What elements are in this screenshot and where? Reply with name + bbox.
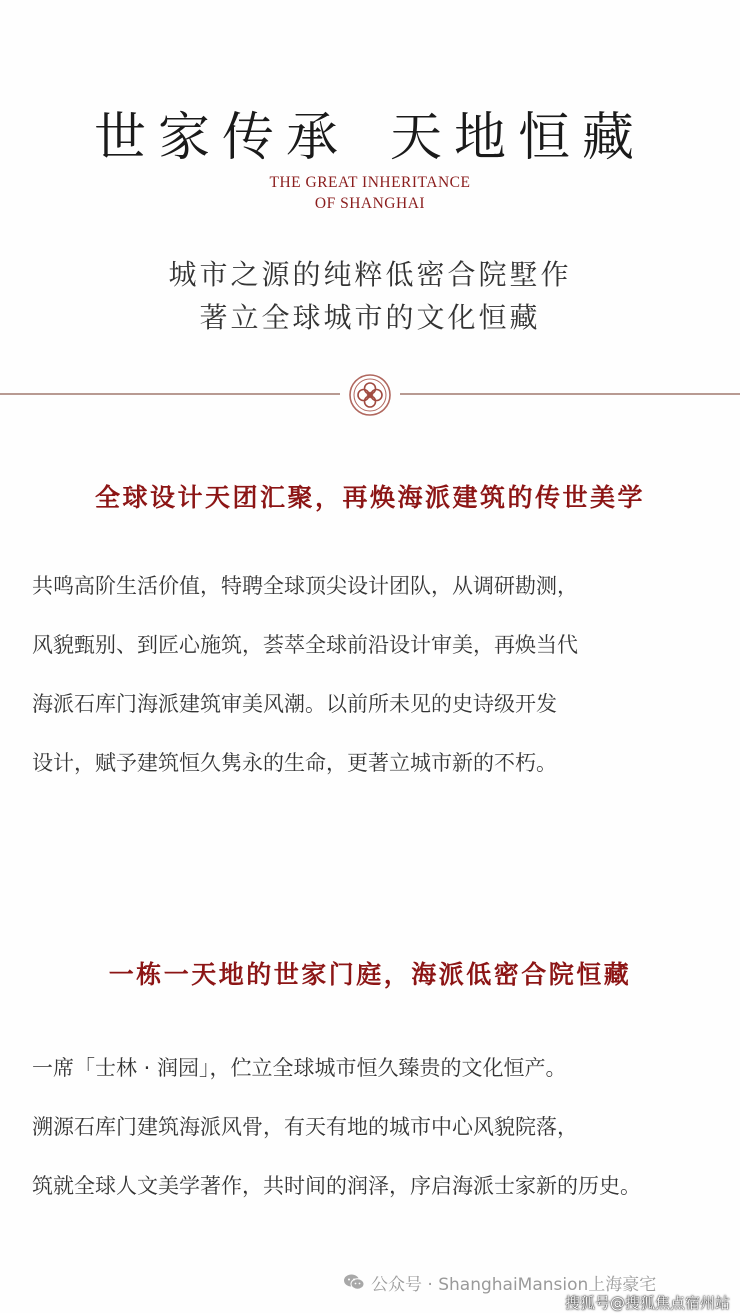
title-right: 天地恒藏 <box>390 108 647 168</box>
wechat-account-credit <box>343 1270 656 1294</box>
emblem-icon <box>348 373 392 417</box>
paragraph-line: 筑就全球人文美学著作，共时间的润泽，序启海派士家新的历史。 <box>32 1174 641 1198</box>
paragraph-line: 风貌甄别、到匠心施筑，荟萃全球前沿设计审美，再焕当代 <box>32 633 578 657</box>
divider-line-left <box>0 393 340 395</box>
paragraph-line: 海派石库门海派建筑审美风潮。以前所未见的史诗级开发 <box>32 692 557 716</box>
paragraph-line: 设计，赋予建筑恒久隽永的生命，更著立城市新的不朽。 <box>32 751 557 775</box>
title-left: 世家传承 <box>93 108 350 168</box>
section1-heading: 全球设计天团汇聚，再焕海派建筑的传世美学 <box>94 483 645 512</box>
paragraph-line: 溯源石库门建筑海派风骨，有天有地的城市中心风貌院落， <box>32 1115 578 1139</box>
paragraph-line: 一席「士林 · 润园」，伫立全球城市恒久臻贵的文化恒产。 <box>32 1056 567 1080</box>
section2-paragraph <box>32 1039 722 1216</box>
page-title <box>0 95 740 170</box>
paragraph-line: 共鸣高阶生活价值，特聘全球顶尖设计团队，从调研勘测， <box>32 574 578 598</box>
english-title-line2: OF SHANGHAI <box>314 195 426 212</box>
subtitle-line2: 著立全球城市的文化恒藏 <box>199 301 541 334</box>
wechat-icon <box>343 1273 365 1291</box>
english-title-line1: THE GREAT INHERITANCE <box>269 174 471 191</box>
wechat-label: 公众号 · ShanghaiMansion上海豪宅 <box>371 1274 657 1295</box>
section2-heading: 一栋一天地的世家门庭，海派低密合院恒藏 <box>108 960 632 989</box>
sohu-watermark: 搜狐号@搜狐焦点宿州站 <box>564 1294 730 1312</box>
subtitle-line1: 城市之源的纯粹低密合院墅作 <box>168 258 572 291</box>
divider-line-right <box>400 393 740 395</box>
section1-paragraph <box>32 557 722 793</box>
